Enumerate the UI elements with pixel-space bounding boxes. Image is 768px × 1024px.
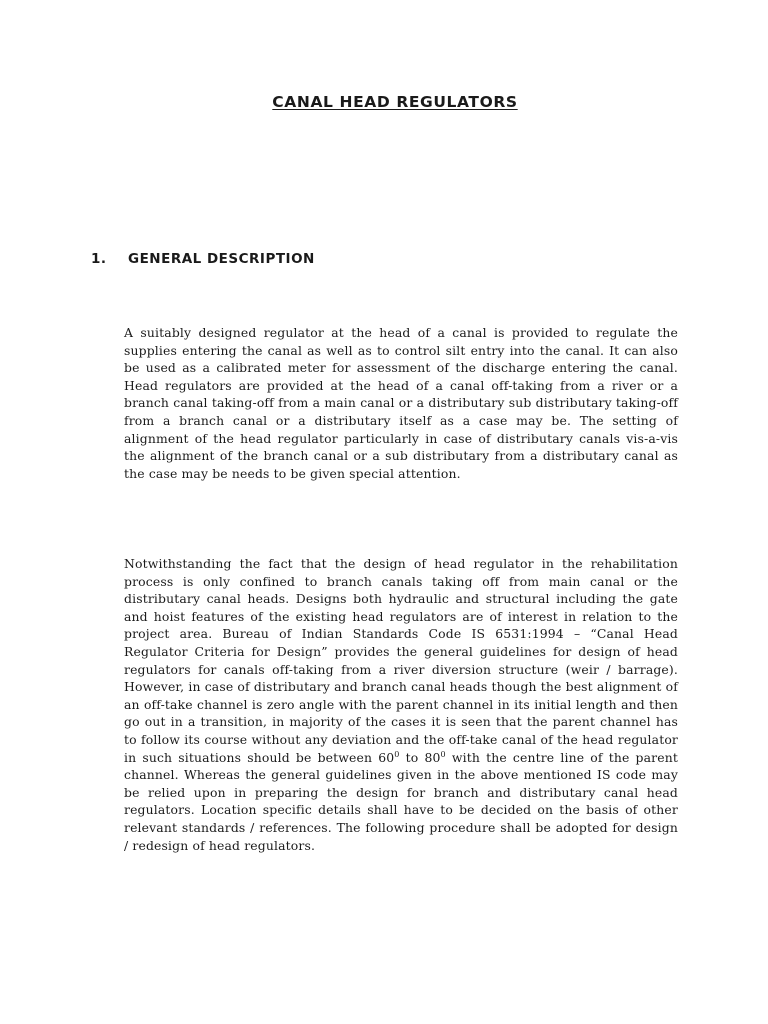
degree-mark: 0	[440, 749, 446, 759]
degree-mark: 0	[394, 749, 400, 759]
paragraph-text-part-1: Notwithstanding the fact that the design of head regulator in the rehabilitation process is only confined to branch canals taking off from main canal or the distributary canal heads. Designs both hydraulic and structural including the gate and hoist features of the existing head regulators are of interest in relation to the project area. Bureau of Indian Standards Code IS 6531:1994 – “Canal Head Regulator Criteria for Design” provides the general guidelines for design of head regulators for canals off-taking from a river diversion structure (weir / barrage). However, in case of distributary and branch canal heads though the best alignment of an off-take channel is zero angle with the parent channel in its initial length and then go out in a transition, in majority of the cases it is seen that the parent channel has to follow its course without any deviation and the off-take canal of the head regulator in such situations should be between 60	[124, 556, 678, 765]
paragraph-design-guidelines	[124, 555, 678, 854]
section-heading	[91, 251, 315, 267]
paragraph-text-part-3: with the centre line of the parent channel. Whereas the general guidelines given in the above mentioned IS code may be relied upon in preparing the design for branch and distributary canal head regulators. Location specific details shall have to be decided on the basis of other relevant standards / references. The following procedure shall be adopted for design / redesign of head regulators.	[124, 749, 678, 853]
section-number: 1.	[91, 251, 107, 267]
paragraph-text-part-2: to 80	[399, 749, 441, 765]
paragraph-general-description: A suitably designed regulator at the head of a canal is provided to regulate the supplies entering the canal as well as to control silt entry into the canal. It can also be used as a calibrated meter for assessment of the discharge entering the canal. Head regulators are provided at the head of a canal off-taking from a river or a branch canal taking-off from a main canal or a distributary sub distributary taking-off from a branch canal or a distributary itself as a case may be. The setting of alignment of the head regulator particularly in case of distributary canals vis-a-vis the alignment of the branch canal or a sub distributary from a distributary canal as the case may be needs to be given special attention.	[124, 325, 678, 481]
document-title: CANAL HEAD REGULATORS	[272, 93, 518, 111]
section-heading-text: GENERAL DESCRIPTION	[128, 251, 315, 267]
